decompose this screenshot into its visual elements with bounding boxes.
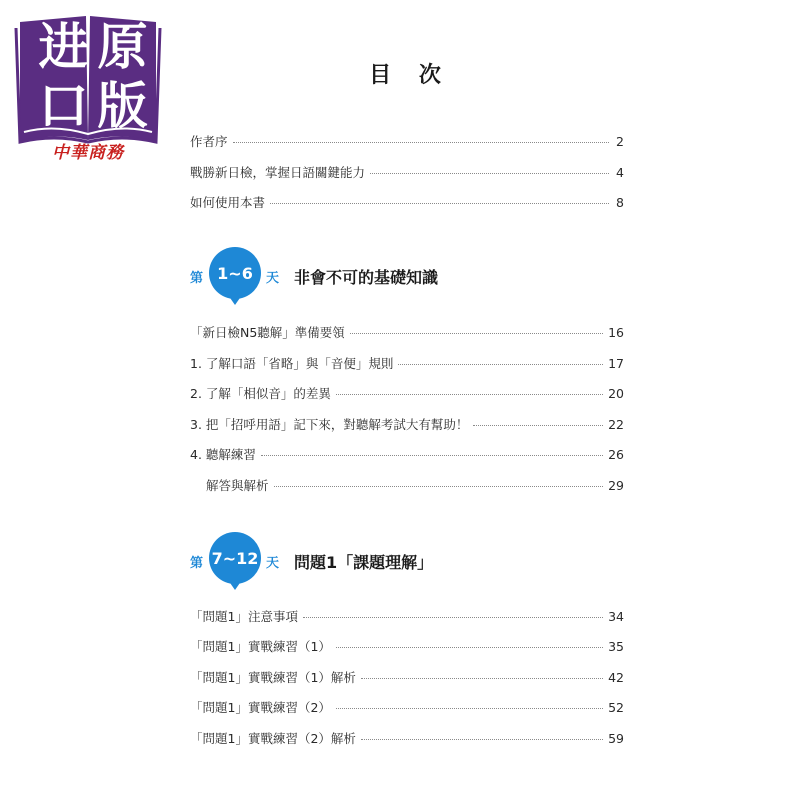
toc-entry-label: 4. 聽解練習 — [190, 447, 256, 462]
logo-char: 版 — [97, 76, 148, 135]
logo-char: 原 — [97, 17, 148, 76]
toc-entry-page: 8 — [616, 194, 624, 210]
dot-leader — [350, 333, 603, 334]
publisher-logo — [14, 14, 162, 164]
section-day-range: 7~12 — [211, 549, 259, 568]
section-prefix: 第 — [190, 271, 204, 286]
dot-leader — [336, 708, 603, 709]
section-title: 問題1「課題理解」 — [294, 553, 434, 572]
toc-entry-label: 作者序 — [190, 134, 228, 149]
toc-entry[interactable] — [190, 636, 624, 656]
toc-entry[interactable] — [190, 728, 624, 748]
dot-leader — [361, 739, 603, 740]
section-prefix: 第 — [190, 556, 204, 571]
toc-entry-page: 29 — [608, 477, 624, 493]
toc-entry-label: 3. 把「招呼用語」記下來，對聽解考試大有幫助！ — [190, 417, 469, 432]
toc-entry[interactable] — [206, 475, 624, 495]
logo-char: 口 — [38, 76, 89, 135]
dot-leader — [398, 364, 603, 365]
dot-leader — [336, 394, 603, 395]
dot-leader — [303, 617, 603, 618]
toc-entry[interactable] — [190, 131, 624, 151]
toc-entry[interactable] — [190, 192, 624, 212]
toc-entry-page: 26 — [608, 446, 624, 462]
dot-leader — [270, 203, 609, 204]
dot-leader — [370, 173, 609, 174]
section-suffix: 天 — [266, 556, 280, 571]
dot-leader — [274, 486, 604, 487]
toc-entry-label: 1. 了解口語「省略」與「音便」規則 — [190, 356, 394, 371]
dot-leader — [336, 647, 603, 648]
toc-entry-label: 「問題1」實戰練習（1） — [190, 639, 331, 654]
logo-char: 进 — [38, 17, 89, 76]
dot-leader — [473, 425, 603, 426]
section-title: 非會不可的基礎知識 — [294, 268, 439, 287]
toc-entry[interactable] — [190, 162, 624, 182]
page-title: 目 次 — [369, 63, 451, 88]
logo-subtitle: 中華商務 — [52, 143, 124, 163]
toc-entry-page: 16 — [608, 324, 624, 340]
toc-entry-page: 52 — [608, 699, 624, 715]
dot-leader — [261, 455, 603, 456]
toc-entry[interactable] — [190, 322, 624, 342]
toc-entry-label: 2. 了解「相似音」的差異 — [190, 386, 331, 401]
toc-entry-page: 17 — [608, 355, 624, 371]
toc-entry-label: 「問題1」實戰練習（1）解析 — [190, 670, 356, 685]
toc-entry-label: 解答與解析 — [206, 478, 269, 493]
toc-entry[interactable] — [190, 353, 624, 373]
toc-entry-page: 4 — [616, 164, 624, 180]
dot-leader — [361, 678, 603, 679]
section-day-range: 1~6 — [217, 264, 253, 283]
toc-entry-page: 34 — [608, 608, 624, 624]
toc-entry-page: 22 — [608, 416, 624, 432]
dot-leader — [233, 142, 609, 143]
toc-entry-label: 「問題1」實戰練習（2） — [190, 700, 331, 715]
toc-entry-page: 20 — [608, 385, 624, 401]
section-suffix: 天 — [266, 271, 280, 286]
toc-entry-page: 2 — [616, 133, 624, 149]
toc-entry[interactable] — [190, 383, 624, 403]
toc-entry-label: 「問題1」注意事項 — [190, 609, 298, 624]
toc-entry[interactable] — [190, 667, 624, 687]
toc-entry-page: 42 — [608, 669, 624, 685]
toc-entry[interactable] — [190, 697, 624, 717]
toc-entry-label: 戰勝新日檢，掌握日語關鍵能力 — [190, 165, 366, 180]
toc-entry[interactable] — [190, 606, 624, 626]
toc-entry[interactable] — [190, 444, 624, 464]
toc-entry-label: 「問題1」實戰練習（2）解析 — [190, 731, 356, 746]
toc-entry-page: 59 — [608, 730, 624, 746]
toc-entry[interactable] — [190, 414, 624, 434]
toc-entry-label: 如何使用本書 — [190, 195, 266, 210]
toc-entry-page: 35 — [608, 638, 624, 654]
toc-entry-label: 「新日檢N5聽解」準備要領 — [190, 325, 345, 340]
